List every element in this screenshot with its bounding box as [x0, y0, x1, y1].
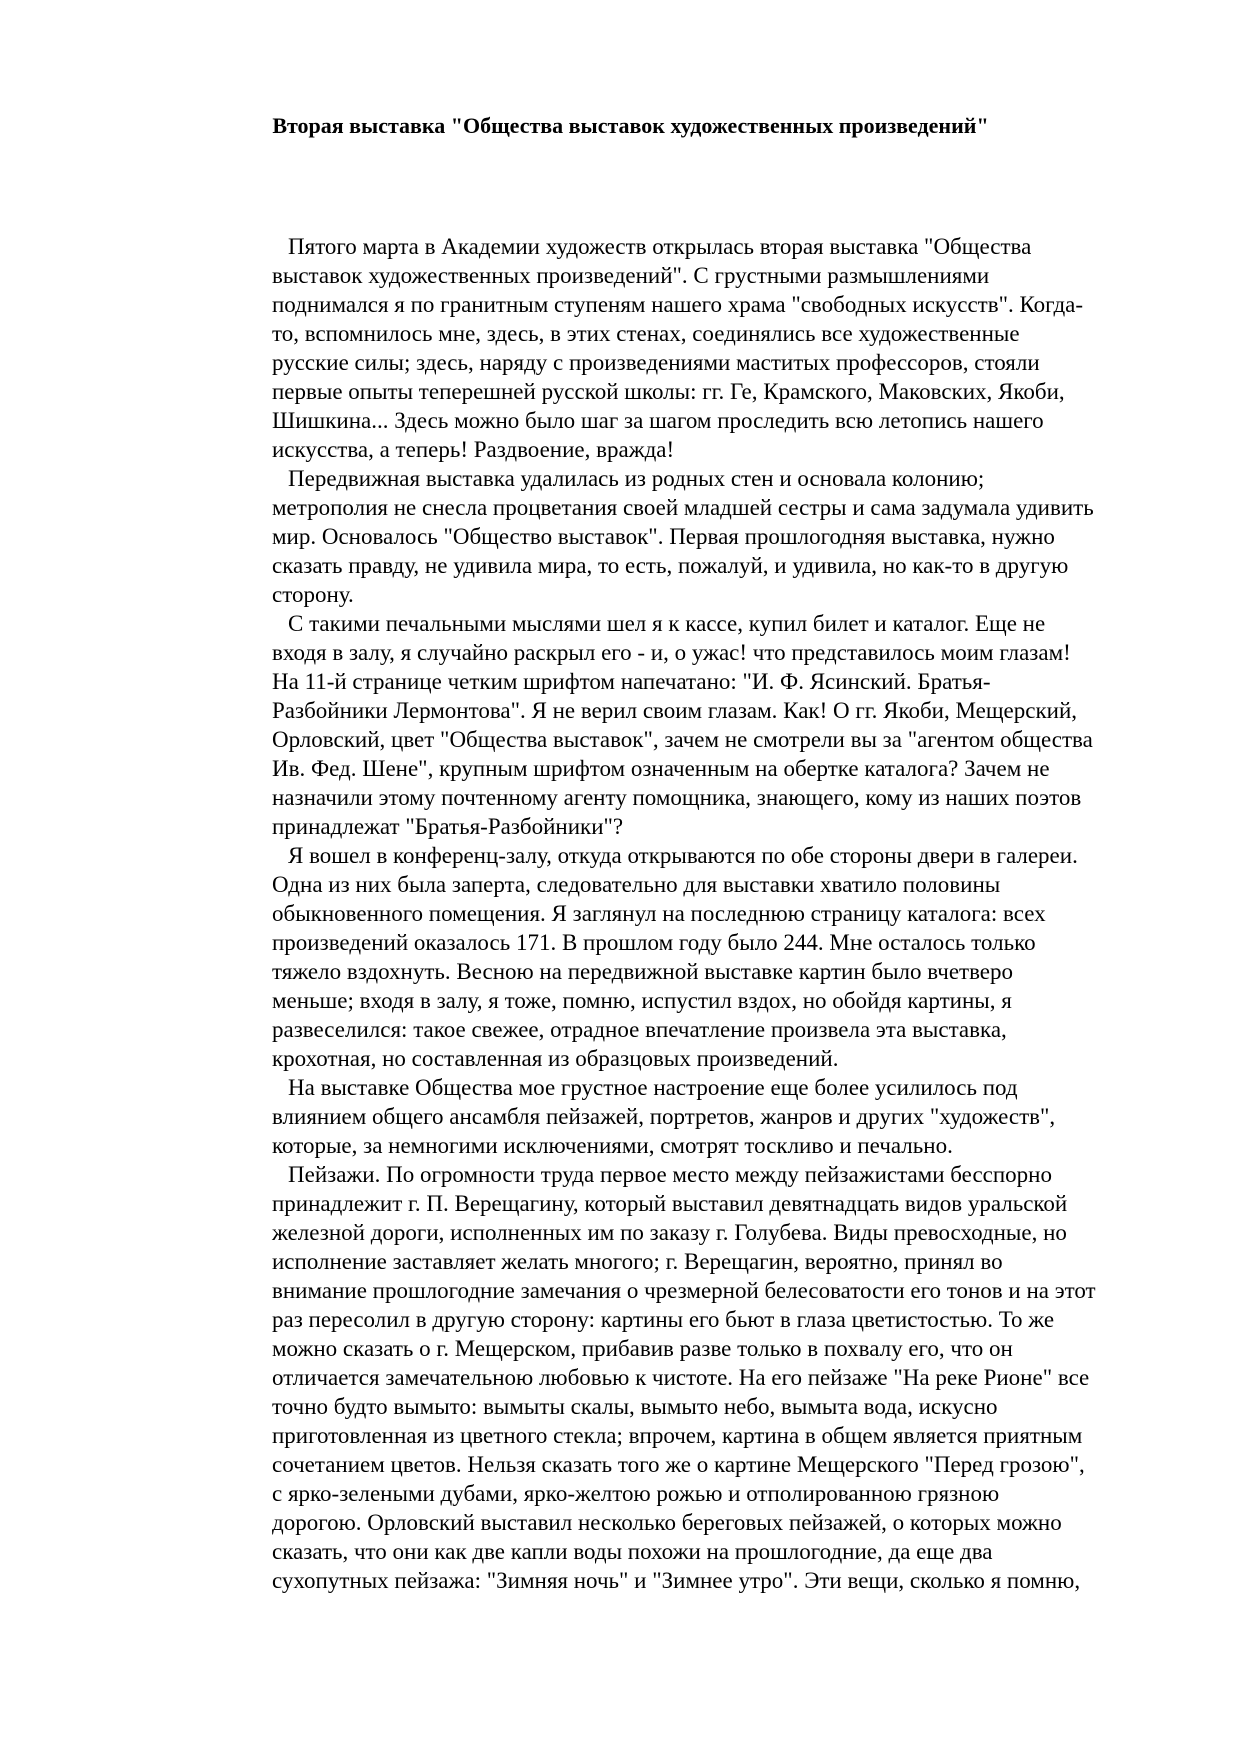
text-line: железной дороги, исполненных им по заказу г. Голубева. Виды превосходные, но — [272, 1220, 1067, 1245]
paragraph — [256, 1160, 1156, 1595]
text-line: с ярко-зелеными дубами, ярко-желтою рожью и отполированною грязною — [272, 1481, 1000, 1506]
text-line: которые, за немногими исключениями, смотрят тоскливо и печально. — [272, 1133, 953, 1158]
text-line: первые опыты теперешней русской школы: гг. Ге, Крамского, Маковских, Якоби, — [272, 379, 1065, 404]
text-line: то, вспомнилось мне, здесь, в этих стенах, соединялись все художественные — [272, 321, 1020, 346]
paragraph — [256, 1073, 1156, 1160]
text-line: приготовленная из цветного стекла; впрочем, картина в общем является приятным — [272, 1423, 1083, 1448]
paragraph — [256, 841, 1156, 1073]
text-line: крохотная, но составленная из образцовых произведений. — [272, 1046, 839, 1071]
article-body — [256, 232, 1156, 1595]
text-line: принадлежат "Братья-Разбойники"? — [272, 814, 624, 839]
paragraph — [256, 464, 1156, 609]
paragraph — [256, 609, 1156, 841]
text-line: влиянием общего ансамбля пейзажей, портретов, жанров и других "художеств", — [272, 1104, 1056, 1129]
text-line: поднимался я по гранитным ступеням нашего храма "свободных искусств". Когда- — [272, 292, 1084, 317]
text-line: сказать, что они как две капли воды похожи на прошлогодние, да еще два — [272, 1539, 993, 1564]
text-line: Разбойники Лермонтова". Я не верил своим глазам. Как! О гг. Якоби, Мещерский, — [272, 698, 1078, 723]
text-line: тяжело вздохнуть. Весною на передвижной выставке картин было вчетверо — [272, 959, 1014, 984]
text-line: назначили этому почтенному агенту помощника, знающего, кому из наших поэтов — [272, 785, 1082, 810]
text-line: Я вошел в конференц-залу, откуда открываются по обе стороны двери в галереи. — [288, 843, 1078, 868]
text-line: точно будто вымыто: вымыты скалы, вымыто небо, вымыта вода, искусно — [272, 1394, 998, 1419]
text-line: На 11-й странице четким шрифтом напечатано: "И. Ф. Ясинский. Братья- — [272, 669, 991, 694]
text-line: можно сказать о г. Мещерском, прибавив разве только в похвалу его, что он — [272, 1336, 1013, 1361]
text-line: Ив. Фед. Шене", крупным шрифтом означенным на обертке каталога? Зачем не — [272, 756, 1050, 781]
text-line: Шишкина... Здесь можно было шаг за шагом проследить всю летопись нашего — [272, 408, 1044, 433]
page-title: Вторая выставка "Общества выставок художественных произведений" — [272, 113, 989, 138]
text-line: Орловский, цвет "Общества выставок", зачем не смотрели вы за "агентом общества — [272, 727, 1093, 752]
paragraph — [256, 232, 1156, 464]
text-line: Пейзажи. По огромности труда первое место между пейзажистами бесспорно — [288, 1162, 1052, 1187]
text-line: На выставке Общества мое грустное настроение еще более усилилось под — [288, 1075, 1018, 1100]
text-line: меньше; входя в залу, я тоже, помню, испустил вздох, но обойдя картины, я — [272, 988, 1012, 1013]
text-line: сказать правду, не удивила мира, то есть, пожалуй, и удивила, но как-то в другую — [272, 553, 1069, 578]
text-line: произведений оказалось 171. В прошлом году было 244. Мне осталось только — [272, 930, 1036, 955]
text-line: обыкновенного помещения. Я заглянул на последнюю страницу каталога: всех — [272, 901, 1046, 926]
text-line: принадлежит г. П. Верещагину, который выставил девятнадцать видов уральской — [272, 1191, 1068, 1216]
text-line: входя в залу, я случайно раскрыл его - и, о ужас! что представилось моим глазам! — [272, 640, 1071, 665]
text-line: дорогою. Орловский выставил несколько береговых пейзажей, о которых можно — [272, 1510, 1062, 1535]
text-line: сторону. — [272, 582, 354, 607]
text-line: Пятого марта в Академии художеств открылась вторая выставка "Общества — [288, 234, 1032, 259]
text-line: Передвижная выставка удалилась из родных стен и основала колонию; — [288, 466, 985, 491]
text-line: выставок художественных произведений". С грустными размышлениями — [272, 263, 990, 288]
text-line: раз пересолил в другую сторону: картины его бьют в глаза цветистостью. То же — [272, 1307, 1055, 1332]
text-line: мир. Основалось "Общество выставок". Первая прошлогодняя выставка, нужно — [272, 524, 1055, 549]
text-line: развеселился: такое свежее, отрадное впечатление произвела эта выставка, — [272, 1017, 1007, 1042]
text-line: внимание прошлогодние замечания о чрезмерной белесоватости его тонов и на этот — [272, 1278, 1096, 1303]
text-line: искусства, а теперь! Раздвоение, вражда! — [272, 437, 675, 462]
text-line: русские силы; здесь, наряду с произведениями маститых профессоров, стояли — [272, 350, 1040, 375]
text-line: метрополия не снесла процветания своей младшей сестры и сама задумала удивить — [272, 495, 1094, 520]
text-line: отличается замечательною любовью к чистоте. На его пейзаже "На реке Рионе" все — [272, 1365, 1090, 1390]
text-line: сочетанием цветов. Нельзя сказать того же о картине Мещерского "Перед грозою", — [272, 1452, 1085, 1477]
text-line: сухопутных пейзажа: "Зимняя ночь" и "Зимнее утро". Эти вещи, сколько я помню, — [272, 1568, 1081, 1593]
text-line: Одна из них была заперта, следовательно для выставки хватило половины — [272, 872, 1001, 897]
text-line: исполнение заставляет желать многого; г. Верещагин, вероятно, принял во — [272, 1249, 1003, 1274]
text-line: С такими печальными мыслями шел я к кассе, купил билет и каталог. Еще не — [288, 611, 1046, 636]
